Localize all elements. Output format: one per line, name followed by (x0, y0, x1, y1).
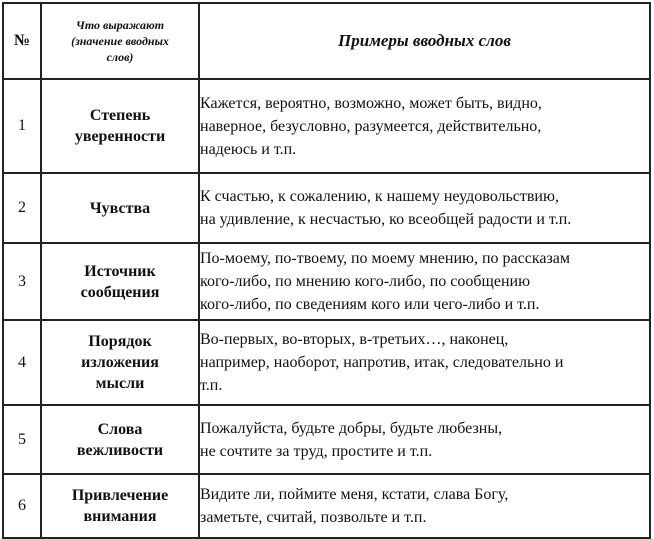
header-meaning-line: Что выражают (75, 18, 165, 32)
row-meaning (41, 474, 199, 538)
row-examples (199, 173, 650, 243)
example-line: кого-либо, по мнению кого-либо, по сообщению (200, 273, 531, 290)
row-examples (199, 405, 650, 474)
row-meaning (41, 320, 199, 405)
meaning-line: Слова (97, 420, 143, 438)
row-examples (199, 79, 650, 173)
header-number: № (3, 3, 41, 79)
row-number: 4 (3, 320, 41, 405)
meaning-line: Источник (84, 262, 156, 280)
example-line: т.п. (200, 377, 223, 394)
meaning-line: Степень (89, 107, 151, 124)
table-row (3, 405, 650, 474)
table-row (3, 79, 650, 173)
table-row (3, 173, 650, 243)
meaning-line: изложения (81, 354, 159, 371)
table-row (3, 320, 650, 405)
introductory-words-table (2, 2, 651, 539)
table-header-row (3, 3, 650, 79)
row-examples (199, 320, 650, 405)
example-line: наверное, безусловно, разумеется, действительно, (200, 117, 542, 135)
row-number: 5 (3, 405, 41, 474)
example-line: надеюсь и т.п. (200, 140, 297, 158)
meaning-line: Чувства (89, 199, 151, 217)
example-line: Во-первых, во-вторых, в-третьих…, наконец, (200, 331, 509, 348)
table-row (3, 243, 650, 320)
example-line: К счастью, к сожалению, к нашему неудовольствию, (200, 188, 559, 205)
header-meaning-line: слов) (106, 50, 134, 64)
example-line: заметьте, считай, позвольте и т.п. (200, 509, 427, 526)
meaning-line: сообщения (80, 283, 160, 301)
meaning-line: Привлечение (71, 487, 169, 504)
example-line: на удивление, к несчастью, ко всеобщей радости и т.п. (200, 211, 572, 228)
row-meaning (41, 79, 199, 173)
row-examples (199, 474, 650, 538)
meaning-line: внимания (83, 508, 157, 525)
header-meaning-line: (значение вводных (71, 34, 169, 48)
meaning-line: уверенности (74, 128, 166, 145)
example-line: Кажется, вероятно, возможно, может быть, видно, (200, 94, 542, 112)
meaning-line: Порядок (88, 333, 152, 350)
row-number: 2 (3, 173, 41, 243)
header-examples: Примеры вводных слов (199, 3, 650, 79)
row-meaning (41, 405, 199, 474)
header-meaning (41, 3, 199, 79)
row-number: 1 (3, 79, 41, 173)
row-number: 6 (3, 474, 41, 538)
example-line: не сочтите за труд, простите и т.п. (200, 442, 433, 460)
row-meaning (41, 173, 199, 243)
meaning-line: вежливости (76, 441, 164, 459)
example-line: По-моему, по-твоему, по моему мнению, по рассказам (200, 250, 570, 267)
example-line: Пожалуйста, будьте добры, будьте любезны, (200, 419, 503, 437)
example-line: Видите ли, поймите меня, кстати, слава Богу, (200, 486, 509, 503)
example-line: кого-либо, по сведениям кого или чего-либо и т.п. (200, 296, 540, 313)
example-line: например, наоборот, напротив, итак, следовательно и (200, 354, 564, 371)
row-meaning (41, 243, 199, 320)
table-row (3, 474, 650, 538)
row-examples (199, 243, 650, 320)
row-number: 3 (3, 243, 41, 320)
meaning-line: мысли (95, 375, 145, 392)
